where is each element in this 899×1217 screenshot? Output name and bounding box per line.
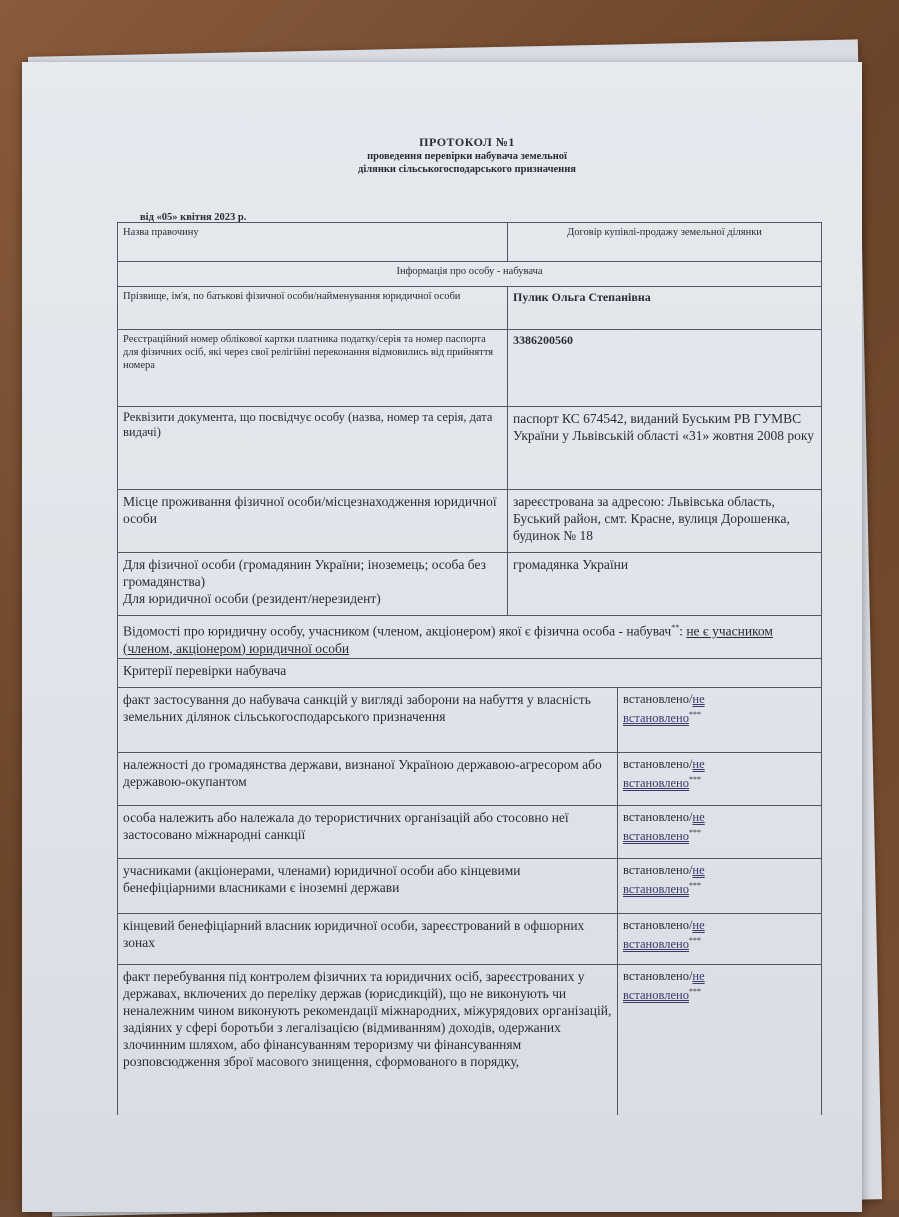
status-set-text: встановлено/ bbox=[623, 692, 693, 706]
tax-number-label: Реєстраційний номер облікової картки платника податку/серія та номер паспорта для фізичних осіб, які через свої релігійні переконання відмовились від прийняття номера bbox=[118, 330, 508, 406]
criterion-row bbox=[117, 859, 822, 914]
legal-entity-value: не є учасником (членом, акціонером) юридичної особи bbox=[123, 623, 773, 656]
table-row-name bbox=[117, 287, 822, 330]
section-criteria-heading: Критерії перевірки набувача bbox=[123, 663, 287, 678]
transaction-value: Договір купівлі-продажу земельної ділянки bbox=[567, 227, 762, 238]
status-not-text: не bbox=[692, 969, 705, 983]
status-not-set-text: встановлено bbox=[623, 711, 689, 726]
criterion-status bbox=[618, 965, 821, 1115]
status-not-text: не bbox=[692, 757, 705, 771]
citizenship-value: громадянка України bbox=[513, 557, 629, 572]
criterion-row bbox=[117, 688, 822, 753]
table-row-section-buyer bbox=[117, 262, 822, 287]
legal-entity-text: Відомості про юридичну особу, учасником (членом, акціонером) якої є фізична особа - набувач bbox=[123, 623, 672, 639]
legal-entity-info: Відомості про юридичну особу, учасником (членом, акціонером) якої є фізична особа - набувач**: не є учасником (членом, акціонером) юридичної особи bbox=[123, 623, 773, 656]
criterion-status bbox=[618, 914, 821, 964]
document-subtitle-line-1: проведення перевірки набувача земельної bbox=[367, 151, 567, 162]
tax-number-value: 3386200560 bbox=[513, 333, 573, 347]
status-not-text: не bbox=[692, 918, 705, 932]
citizenship-label-individual: Для фізичної особи (громадянин України; іноземець; особа без громадянства) bbox=[123, 557, 486, 589]
section-buyer-heading: Інформація про особу - набувача bbox=[396, 266, 543, 277]
id-document-label: Реквізити документа, що посвідчує особу (назва, номер та серія, дата видачі) bbox=[118, 407, 508, 489]
status-not-set-text: встановлено bbox=[623, 937, 689, 952]
document-header bbox=[307, 134, 627, 176]
document-title: ПРОТОКОЛ №1 bbox=[419, 135, 515, 149]
citizenship-label-legal: Для юридичної особи (резидент/нерезидент) bbox=[123, 591, 381, 606]
status-not-set-text: встановлено bbox=[623, 882, 689, 897]
criterion-row bbox=[117, 753, 822, 806]
criterion-text: факт застосування до набувача санкцій у вигляді заборони на набуття у власність земельних ділянок сільськогосподарського призначення bbox=[118, 688, 618, 752]
criterion-status bbox=[618, 753, 821, 805]
table-row-legal-entity bbox=[117, 616, 822, 659]
criterion-text: кінцевий бенефіціарний власник юридичної особи, зареєстрований в офшорних зонах bbox=[118, 914, 618, 964]
table-row-residence bbox=[117, 490, 822, 553]
criterion-row bbox=[117, 965, 822, 1115]
name-label: Прізвище, ім'я, по батькові фізичної особи/найменування юридичної особи bbox=[118, 287, 508, 329]
footnote-mark-3: *** bbox=[688, 881, 701, 890]
status-not-set-text: встановлено bbox=[623, 776, 689, 791]
document-date: від «05» квітня 2023 р. bbox=[140, 212, 247, 223]
table-row-transaction bbox=[117, 222, 822, 262]
criterion-status bbox=[618, 859, 821, 913]
status-not-text: не bbox=[692, 863, 705, 877]
status-set-text: встановлено/ bbox=[623, 918, 693, 932]
table-row-id-document bbox=[117, 407, 822, 490]
status-not-text: не bbox=[692, 692, 705, 706]
footnote-mark-3: *** bbox=[688, 936, 701, 945]
status-set-text: встановлено/ bbox=[623, 863, 693, 877]
criterion-text: факт перебування під контролем фізичних та юридичних осіб, зареєстрованих у державах, включених до переліку держав (юрисдикцій), що не виконують чи неналежним чином виконують рекомендації міжнародних, міжурядових організацій, задіяних у сфері боротьби з легалізацією (відмиванням) доходів, одержаних злочинним шляхом, або фінансуванням тероризму чи фінансуванням розповсюдження зброї масового знищення, сформованого в порядку, bbox=[118, 965, 618, 1115]
footnote-mark-3: *** bbox=[688, 987, 701, 996]
table-row-tax-number bbox=[117, 330, 822, 407]
status-not-set-text: встановлено bbox=[623, 829, 689, 844]
citizenship-label bbox=[118, 553, 508, 615]
status-set-text: встановлено/ bbox=[623, 969, 693, 983]
status-set-text: встановлено/ bbox=[623, 757, 693, 771]
status-not-text: не bbox=[692, 810, 705, 824]
criterion-status bbox=[618, 806, 821, 858]
document-subtitle-line-2: ділянки сільськогосподарського призначення bbox=[358, 164, 576, 175]
document-page bbox=[22, 62, 862, 1212]
criterion-status bbox=[618, 688, 821, 752]
table-row-section-criteria bbox=[117, 659, 822, 688]
transaction-label: Назва правочину bbox=[118, 223, 508, 261]
footnote-mark-2: ** bbox=[671, 623, 680, 632]
residence-label: Місце проживання фізичної особи/місцезнаходження юридичної особи bbox=[118, 490, 508, 552]
status-set-text: встановлено/ bbox=[623, 810, 693, 824]
criterion-row bbox=[117, 806, 822, 859]
footnote-mark-3: *** bbox=[688, 828, 701, 837]
footnote-mark-3: *** bbox=[688, 710, 701, 719]
protocol-table bbox=[117, 222, 822, 1115]
residence-value: зареєстрована за адресою: Львівська область, Буський район, смт. Красне, вулиця Дорошенка, будинок № 18 bbox=[513, 494, 790, 543]
criterion-text: учасниками (акціонерами, членами) юридичної особи або кінцевими бенефіціарними власниками є іноземні держави bbox=[118, 859, 618, 913]
name-value: Пулик Ольга Степанівна bbox=[513, 290, 651, 304]
criterion-text: належності до громадянства держави, визнаної Україною державою-агресором або державою-окупантом bbox=[118, 753, 618, 805]
footnote-mark-3: *** bbox=[688, 775, 701, 784]
criterion-row bbox=[117, 914, 822, 965]
criterion-text: особа належить або належала до терористичних організацій або стосовно неї застосовано міжнародні санкції bbox=[118, 806, 618, 858]
table-row-citizenship bbox=[117, 553, 822, 616]
id-document-value: паспорт КС 674542, виданий Буським РВ ГУМВС України у Львівській області «31» жовтня 2008 року bbox=[513, 411, 815, 443]
status-not-set-text: встановлено bbox=[623, 988, 689, 1003]
